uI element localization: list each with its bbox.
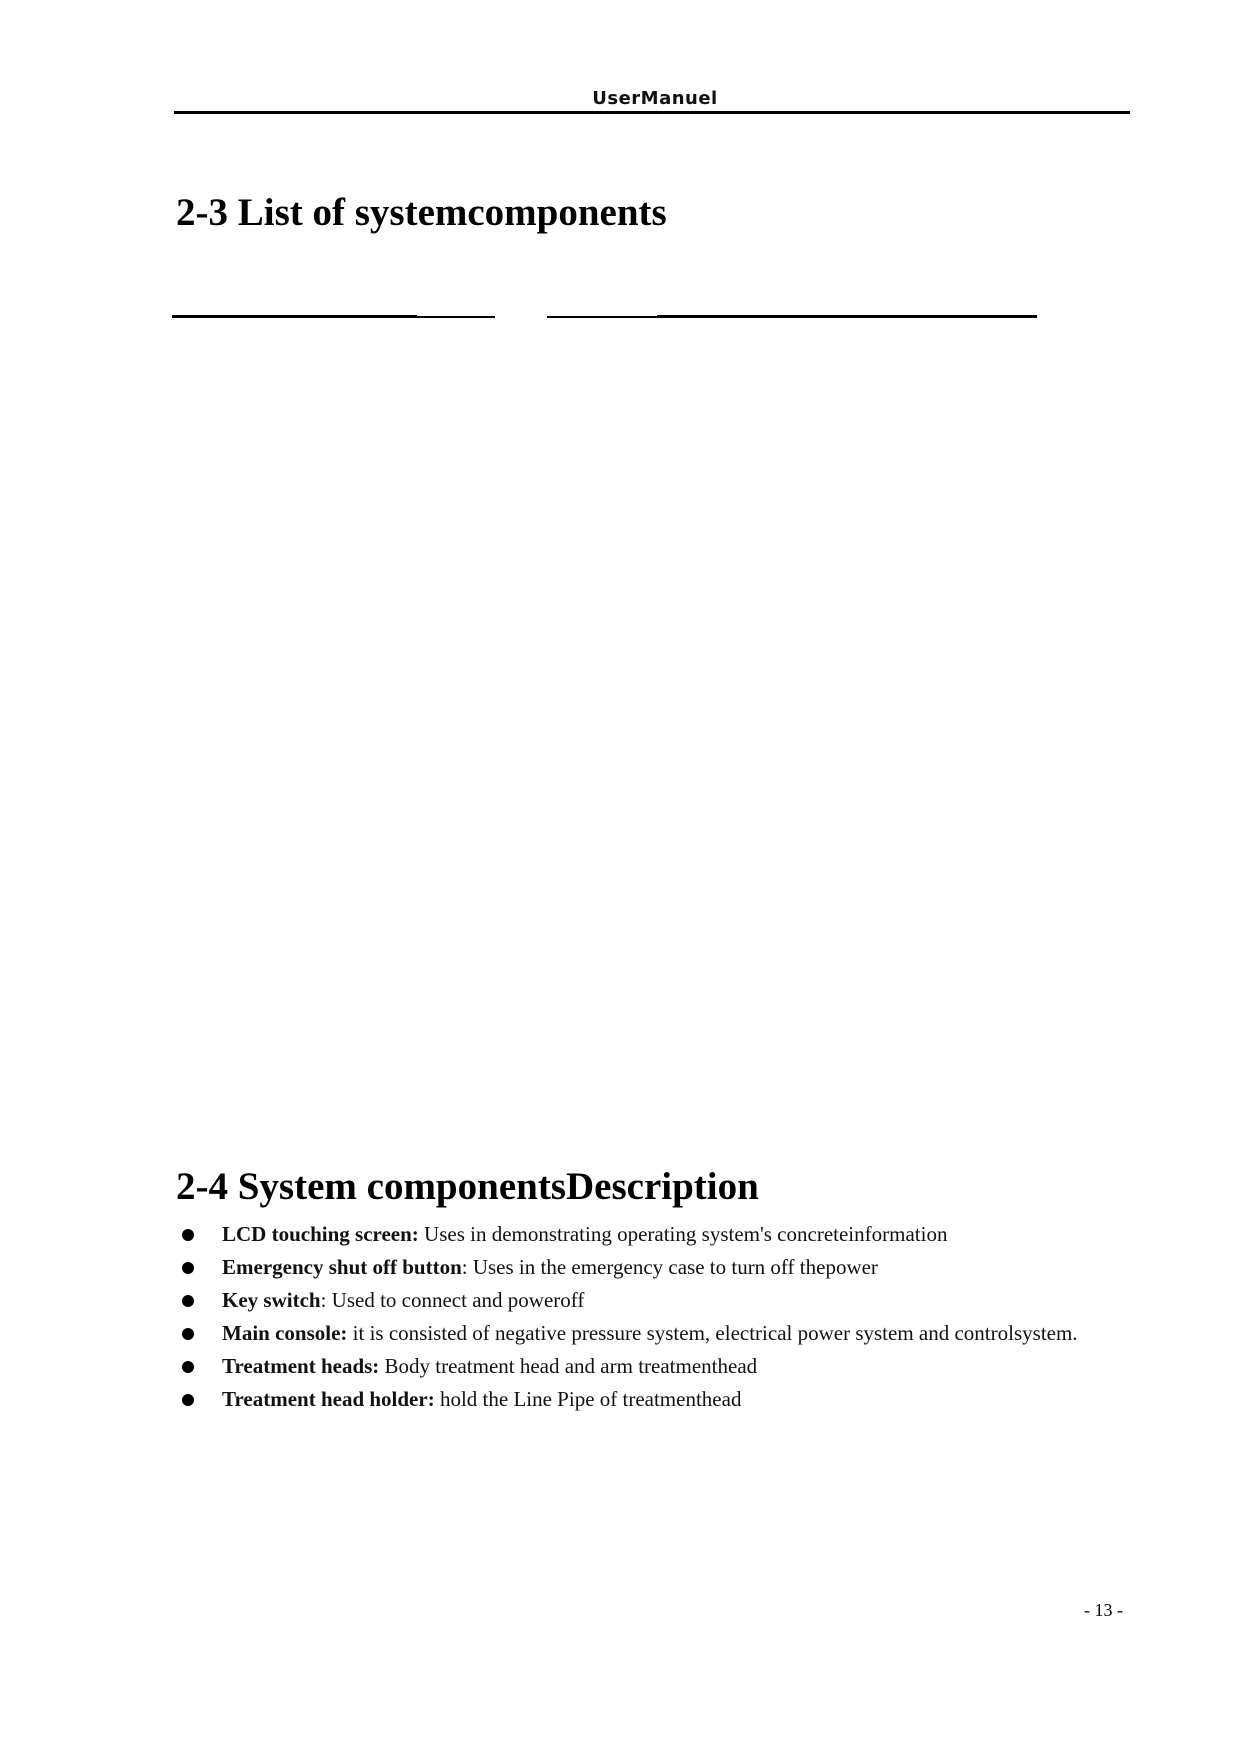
bullet-dot-icon [182, 1328, 194, 1340]
section-heading-2-3: 2-3 List of systemcomponents [176, 191, 667, 234]
bullet-dot-icon [182, 1295, 194, 1307]
list-item-text: Body treatment head and arm treatmenthead [379, 1354, 758, 1378]
list-item-term: Main console: [222, 1321, 348, 1345]
list-item-text: : Used to connect and poweroff [320, 1288, 585, 1312]
header-title: UserManuel [592, 88, 718, 109]
list-item-term: Key switch [222, 1288, 321, 1312]
list-item [176, 1288, 1136, 1321]
list-item [176, 1222, 1136, 1255]
table-rule-segment [547, 316, 657, 318]
list-item-term: Treatment head holder: [222, 1387, 435, 1411]
list-item-text: it is consisted of negative pressure system, electrical power system and controlsystem. [347, 1321, 1078, 1345]
list-item [176, 1255, 1136, 1288]
header-rule [174, 111, 1130, 114]
list-item [176, 1354, 1136, 1387]
components-description-list [176, 1222, 1136, 1420]
table-rule-segment [417, 316, 495, 318]
list-item-term: Treatment heads: [222, 1354, 380, 1378]
bullet-dot-icon [182, 1394, 194, 1406]
list-item [176, 1321, 1136, 1354]
list-item-term: Emergency shut off button [222, 1255, 462, 1279]
section-heading-2-4: 2-4 System componentsDescription [176, 1165, 759, 1208]
table-rule-segment [657, 315, 1037, 318]
bullet-dot-icon [182, 1361, 194, 1373]
list-item-term: LCD touching screen: [222, 1222, 419, 1246]
list-item-text: : Uses in the emergency case to turn off thepower [461, 1255, 878, 1279]
table-rule-segment [172, 315, 417, 318]
list-item-text: hold the Line Pipe of treatmenthead [434, 1387, 742, 1411]
list-item [176, 1387, 1136, 1420]
bullet-dot-icon [182, 1229, 194, 1241]
page-number: - 13 - [1084, 1600, 1123, 1620]
bullet-dot-icon [182, 1262, 194, 1274]
list-item-text: Uses in demonstrating operating system's concreteinformation [418, 1222, 948, 1246]
